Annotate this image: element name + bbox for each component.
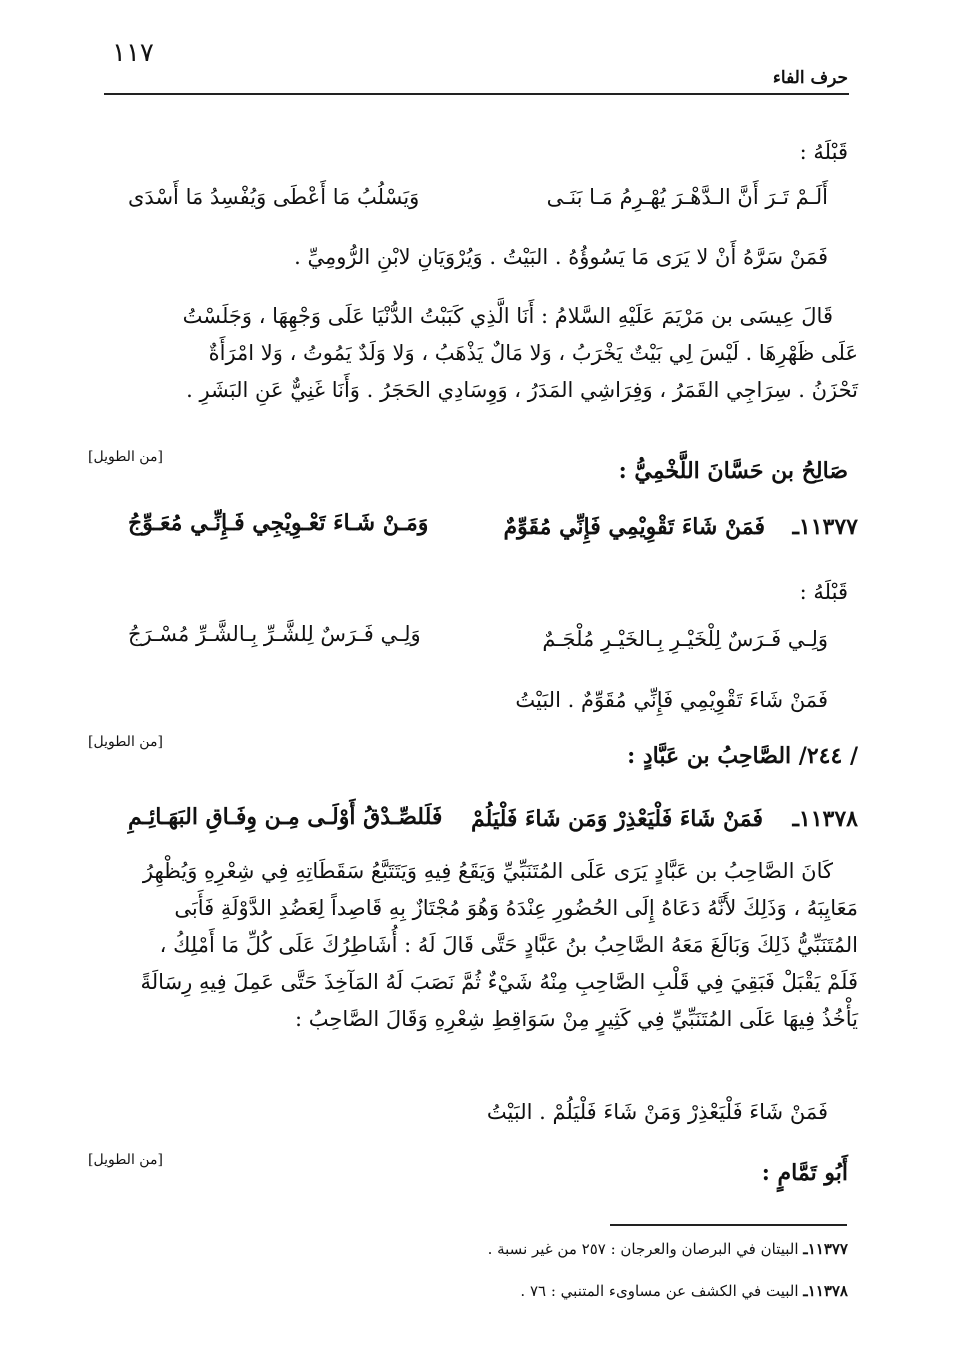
prose-line: فَلَمْ يَقْبَلْ فَبَقِيَ فِي قَلْبِ الصَّاحِبِ مِنْهُ شَيْءٌ ثُمَّ نَصَبَ لَهُ المَآخِذَ حَتَّى عَمِلَ فِيهِ رِسَالَةً xyxy=(140,970,858,994)
verse-first-hemistich: فَمَنْ شَاءَ تَقْوِيْمِي فَإِنِّي مُقَوِّمٌ xyxy=(503,514,765,540)
qablahu-label: قَبْلَهُ : xyxy=(799,580,848,604)
meter-label: [من الطويل] xyxy=(88,1152,163,1168)
prose-line: المُتَنَبِّيُّ ذَلِكَ وَبَالَغَ مَعَهُ الصَّاحِبُ بنُ عَبَّادٍ حَتَّى قَالَ لَهُ : أُشَاطِرُكَ عَلَى كُلِّ مَا أَمْلِكُ ، xyxy=(159,933,858,957)
poet-name: أَبُو تَمَّامٍ : xyxy=(761,1160,848,1186)
page-number: ١١٧ xyxy=(112,38,154,68)
prose-line: قَالَ عِيسَى بن مَرْيَمَ عَلَيْهِ السَّلامُ : أَنَا الَّذِي كَبَبْتُ الدُّنْيَا عَلَى وَجْهِهَا ، وَجَلَسْتُ xyxy=(182,304,833,328)
footnote xyxy=(488,1240,848,1258)
verse-first-hemistich: أَلَـمْ تَـرَ أَنَّ الـدَّهْـرَ يُهْـرِمُ مَـا بَنَـى xyxy=(546,185,828,209)
poet-name: صَالِحُ بن حَسَّانَ اللَّخْمِيُّ : xyxy=(618,458,848,484)
verse-second-hemistich: وَيَسْلُبُ مَا أَعْطَى وَيُفْسِدُ مَا أَسْدَى xyxy=(128,185,420,209)
verse-first-hemistich: وَلِـي فَـرَسٌ لِلْخَيْـرِ بِـالخَيْـرِ مُلْجَـمٌ xyxy=(542,627,828,651)
footnote-number: ١١٣٧٨ـ xyxy=(803,1282,848,1300)
prose-line: تَحْزَنُ . سِرَاجِي القَمَرُ ، وَفِرَاشِي المَدَرُ ، وَوِسَادِي الحَجَرُ . وَأَنَا غَنِيٌّ عَنِ البَشَرِ . xyxy=(186,378,858,402)
prose-paragraph xyxy=(83,853,858,1038)
meter-label: [من الطويل] xyxy=(88,734,163,750)
verse-first-hemistich: فَمَنْ شَاءَ فَلْيَعْذِرْ وَمَن شَاءَ فَلْيَلُمْ xyxy=(471,806,763,832)
qablahu-label: قَبْلَهُ : xyxy=(799,140,848,164)
prose-line: يَأْخُذُ فِيهَا عَلَى المُتَنَبِّيِّ فِي كَثِيرٍ مِنْ سَوَاقِطِ شِعْرِهِ وَقَالَ الصَّاحِبُ : xyxy=(295,1007,858,1031)
footnote-text: البيتان في البرصان والعرجان : ٢٥٧ من غير نسبة . xyxy=(487,1240,799,1258)
verse-number: ١١٣٧٨ـ xyxy=(792,806,858,832)
verse-citation: فَمَنْ سَرَّهُ أَنْ لا يَرَى مَا يَسُوؤُهُ . البَيْتُ . وَيُرْوَيَانِ لابْنِ الرُّومِيِّ . xyxy=(294,245,828,269)
header-rule xyxy=(104,93,849,95)
verse-citation: فَمَنْ شَاءَ فَلْيَعْذِرْ وَمَنْ شَاءَ فَلْيَلُمْ . البَيْتُ xyxy=(486,1100,828,1124)
verse-second-hemistich: وَلِـي فَـرَسٌ لِلشَّـرِّ بِـالشَّـرِّ مُسْـرَجُ xyxy=(128,622,421,646)
prose-line: كَانَ الصَّاحِبُ بن عَبَّادٍ يَرَى عَلَى المُتَنَبِّيِّ وَيَقَعُ فِيهِ وَيَتَتَبَّعُ سَقَطَاتِهِ فِي شِعْرِهِ وَيُظْهِرُ xyxy=(142,859,833,883)
verse-second-hemistich: وَمَـنْ شَـاءَ تَعْـوِيْجِي فَـإِنِّـي مُعَـوِّجُ xyxy=(128,510,429,536)
verse-second-hemistich: فَلَلصِّـدْقُ أَوْلَـى مِـن وِفَـاقِ البَهَـائِـمِ xyxy=(128,804,443,830)
prose-paragraph xyxy=(83,298,858,409)
prose-line: عَلَى ظَهْرِهَا . لَيْسَ لِي بَيْتٌ يَخْرَبُ ، وَلا مَالٌ يَذْهَبُ ، وَلا وَلَدٌ يَمُوتُ ، وَلا امْرَأَةٌ xyxy=(208,341,858,365)
poet-name: / ٢٤٤/ الصَّاحِبُ بن عَبَّادٍ : xyxy=(627,743,858,769)
footnote-number: ١١٣٧٧ـ xyxy=(803,1240,848,1258)
footnote-rule xyxy=(610,1224,847,1226)
footnote xyxy=(520,1282,848,1300)
chapter-title: حرف الفاء xyxy=(772,68,848,88)
meter-label: [من الطويل] xyxy=(88,449,163,465)
footnote-text: البيت في الكشف عن مساوىء المتنبي : ٧٦ . xyxy=(520,1282,799,1300)
verse-citation: فَمَنْ شَاءَ تَقْوِيْمِي فَإِنِّي مُقَوِّمٌ . البَيْتُ xyxy=(515,688,828,712)
prose-line: مَعَايِبَهُ ، وَذَلِكَ لأَنَّهُ دَعَاهُ إِلَى الحُضُورِ عِنْدَهُ وَهُوَ مُجْتَازٌ بِهِ قَاصِداً لِعَضُدِ الدَّوْلَةِ فَأَبَى xyxy=(174,896,858,920)
verse-number: ١١٣٧٧ـ xyxy=(792,514,858,540)
